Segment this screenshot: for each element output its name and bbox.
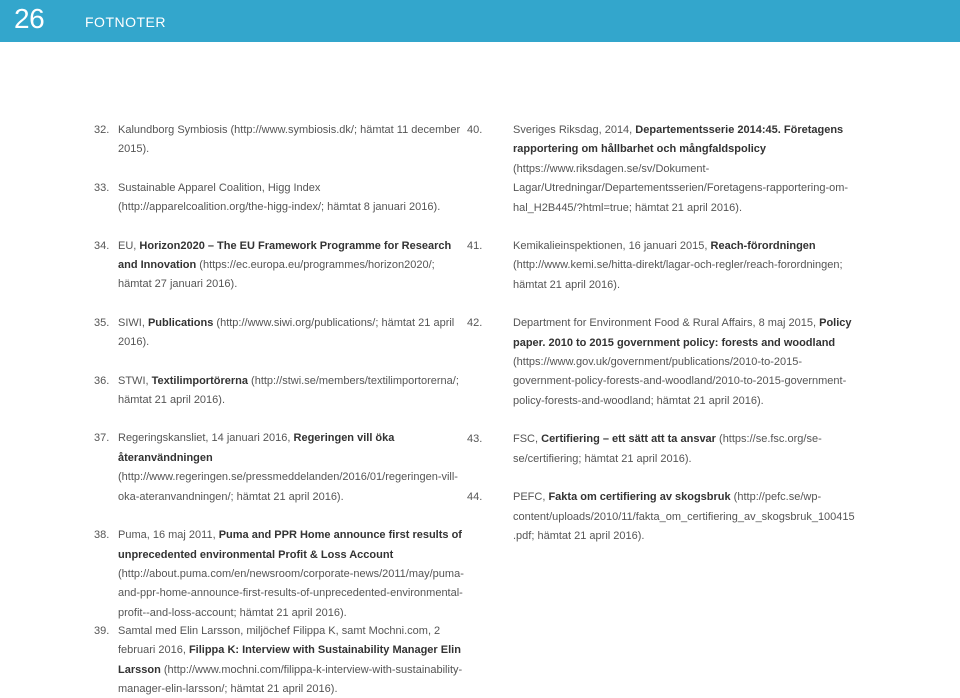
footnote-reference: (http://about.puma.com/en/newsroom/corporate-news/2011/may/puma-and-ppr-home-announce-first-results-of-unprecedented-environmental-profit--and-loss-account; hämtat 21 april 2016). (118, 567, 464, 619)
footnote-reference: (http://www.kemi.se/hitta-direkt/lagar-och-regler/reach-forordningen; hämtat 21 april 2016). (513, 259, 843, 291)
footnote-item (94, 179, 464, 218)
footnote-reference: (http://stwi.se/members/textilimportorerna/; hämtat 21 april 2016). (118, 374, 459, 407)
footnote-reference: (https://www.gov.uk/government/publications/2010-to-2015-government-policy-forests-and-woodland/2010-to-2015-government-policy-forests-and-woodland; hämtat 21 april 2016). (513, 356, 847, 407)
footnote-number: 42. (467, 317, 483, 330)
footnote-text (118, 622, 474, 698)
footnote-number: 41. (467, 240, 483, 253)
footnote-text (513, 488, 857, 546)
footnote-reference: STWI, (118, 374, 152, 387)
footnote-reference: (https://ec.europa.eu/programmes/horizon2020/; hämtat 27 januari 2016). (118, 259, 435, 291)
footnote-item (94, 314, 464, 353)
footnote-text (118, 237, 464, 295)
footnote-reference: PEFC, (513, 491, 549, 504)
footnote-title: Publications (147, 316, 214, 329)
footnote-item (94, 237, 464, 295)
footnote-reference: Kalundborg Symbiosis (http://www.symbiosis.dk/; hämtat 11 december 2015). (118, 124, 461, 156)
footnote-reference: Sustainable Apparel Coalition, Higg Index (http://apparelcoalition.org/the-higg-index/; hämtat 8 januari 2016). (118, 181, 441, 214)
footnotes-left-column (94, 121, 464, 642)
footnote-number: 44. (467, 491, 483, 504)
footnote-number: 40. (467, 124, 483, 136)
footnote-reference: (http://pefc.se/wp-content/uploads/2010/11/fakta_om_certifiering_av_skogsbruk_100415.pdf; hämtat 21 april 2016). (513, 491, 855, 542)
footnote-reference: FSC, (513, 433, 542, 446)
footnote-reference: (https://www.riksdagen.se/sv/Dokument-Lagar/Utredningar/Departementsserien/Foretagens-rapportering-om-hal_H2B445/?html=true; hämtat 21 april 2016). (513, 162, 849, 214)
footnote-title: Fakta om certifiering av skogsbruk (548, 491, 731, 504)
footnote-reference: Puma, 16 maj 2011, (118, 529, 219, 542)
footnote-item (467, 237, 857, 295)
footnote-reference: Kemikalieinspektionen, 16 januari 2015, (513, 240, 711, 253)
footnote-reference: SIWI, (118, 316, 148, 329)
footnote-text (118, 314, 464, 353)
footnote-text (513, 430, 857, 469)
footnote-item (94, 622, 474, 698)
footnote-number: 37. (94, 432, 110, 445)
page-number: 26 (14, 3, 45, 34)
footnote-number: 38. (94, 529, 110, 542)
footnote-text (118, 372, 464, 411)
footnote-item (467, 488, 857, 546)
footnote-item (94, 372, 464, 411)
footnote-number: 36. (94, 374, 110, 387)
footnote-text (118, 179, 464, 218)
footnote-text (513, 314, 857, 411)
footnotes-right-column (467, 121, 857, 565)
footnote-item (94, 526, 464, 623)
footnote-reference: Regeringskansliet, 14 januari 2016, (118, 432, 294, 445)
footnote-title: Policy paper. 2010 to 2015 government policy: forests and woodland (513, 317, 852, 349)
footnote-item (467, 121, 857, 218)
footnote-reference: Samtal med Elin Larsson, miljöchef Filippa K, samt Mochni.com, 2 februari 2016, (118, 625, 441, 657)
footnote-reference: EU, (118, 239, 140, 252)
footnote-title: Filippa K: Interview with Sustainability Manager Elin Larsson (118, 644, 461, 676)
footnote-number: 33. (94, 181, 110, 194)
footnote-title: Horizon2020 – The EU Framework Programme for Research and Innovation (118, 239, 452, 272)
footnote-number: 43. (467, 433, 483, 446)
section-title: FOTNOTER (85, 14, 166, 30)
footnote-title: Regeringen vill öka återanvändningen (118, 432, 395, 464)
footnote-title: Departementsserie 2014:45. Företagens rapportering om hållbarhet och mångfaldspolicy (513, 124, 844, 156)
footnote-reference: Sveriges Riksdag, 2014, (513, 124, 636, 136)
footnote-item (467, 430, 857, 469)
footnote-item (94, 121, 464, 160)
footnote-reference: (http://www.mochni.com/filippa-k-interview-with-sustainability-manager-elin-larsson/; hämtat 21 april 2016). (118, 663, 463, 696)
footnote-text (513, 121, 857, 218)
footnote-title: Certifiering – ett sätt att ta ansvar (541, 433, 716, 446)
footnote-number: 39. (94, 625, 110, 637)
footnotes-bottom-column (94, 622, 474, 698)
footnote-item (467, 314, 857, 411)
footnote-text (118, 526, 464, 623)
footnote-item (94, 429, 464, 507)
footnote-reference: (http://www.regeringen.se/pressmeddelanden/2016/01/regeringen-vill-oka-ateranvandningen/; hämtat 21 april 2016). (118, 471, 458, 503)
header-band (0, 0, 960, 42)
footnote-reference: (https://se.fsc.org/se-se/certifiering; hämtat 21 april 2016). (513, 433, 822, 465)
footnote-reference: Department for Environment Food & Rural Affairs, 8 maj 2015, (513, 317, 820, 330)
footnote-number: 32. (94, 124, 110, 136)
footnote-reference: (http://www.siwi.org/publications/; hämtat 21 april 2016). (118, 316, 455, 349)
footnote-text (118, 121, 464, 160)
footnote-text (513, 237, 857, 295)
footnote-text (118, 429, 464, 507)
footnote-title: Puma and PPR Home announce first results of unprecedented environmental Profit & Loss Account (118, 529, 462, 561)
footnote-title: Textilimportörerna (151, 374, 248, 387)
footnote-number: 35. (94, 316, 110, 329)
footnote-number: 34. (94, 239, 110, 252)
footnote-title: Reach-förordningen (710, 240, 816, 253)
